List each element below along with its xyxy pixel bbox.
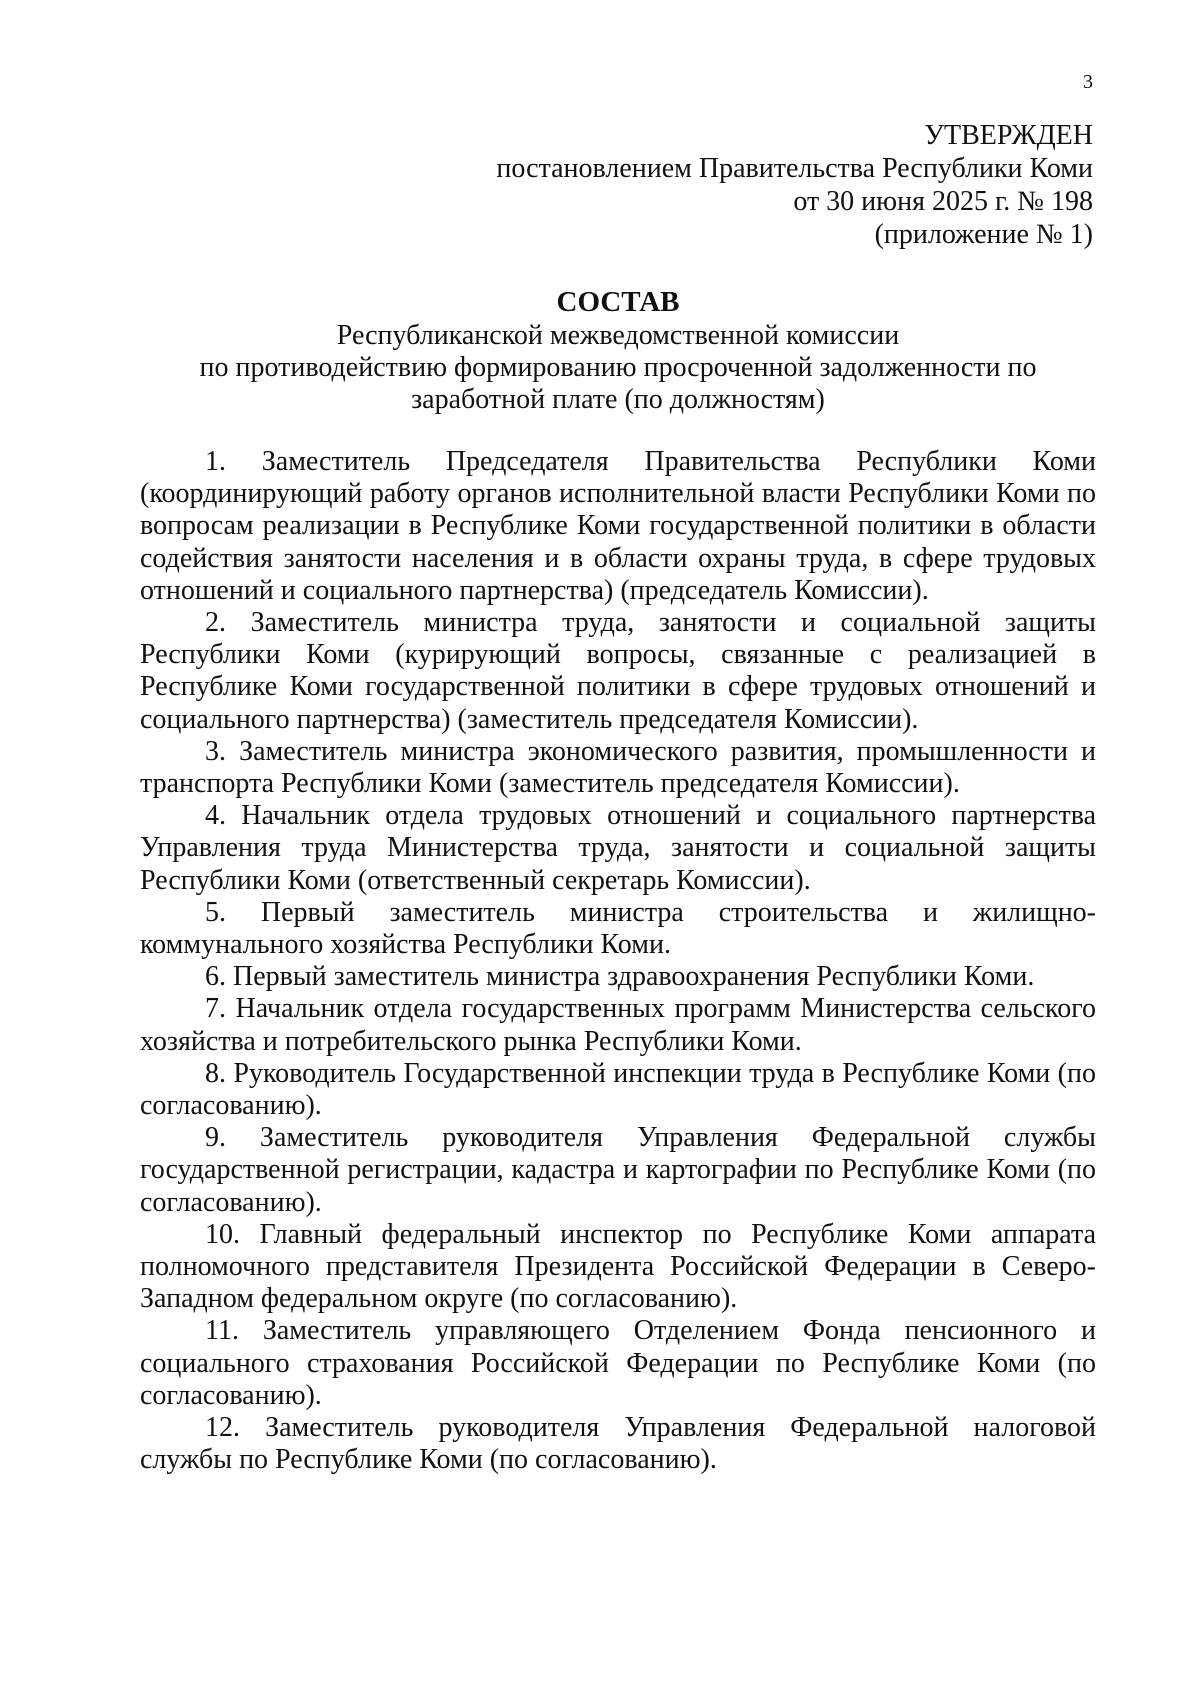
members-list	[140, 446, 1096, 1477]
member-item-5: 5. Первый заместитель министра строительства и жилищно-коммунального хозяйства Республики Коми.	[140, 896, 1096, 961]
approval-line-1: постановлением Правительства Республики Коми	[496, 153, 1093, 184]
member-item-7: 7. Начальник отдела государственных программ Министерства сельского хозяйства и потребительского рынка Республики Коми.	[140, 993, 1096, 1057]
approval-line-3: (приложение № 1)	[874, 219, 1093, 250]
document-header	[140, 284, 1096, 416]
member-item-12: 12. Заместитель руководителя Управления Федеральной налоговой службы по Республике Коми (по согласованию).	[140, 1412, 1096, 1476]
subtitle-line-1: Республиканской межведомственной комиссии	[336, 320, 900, 351]
member-item-2: 2. Заместитель министра труда, занятости и социальной защиты Республики Коми (курирующий вопросы, связанные с реализацией в Республике Коми государственной политики в сфере трудовых отношений и социального партнерства) (заместитель председателя Комиссии).	[140, 607, 1096, 735]
member-item-1: 1. Заместитель Председателя Правительства Республики Коми (координирующий работу органов исполнительной власти Республики Коми по вопросам реализации в Республике Коми государственной политики в области содействия занятости населения и в области охраны труда, в сфере трудовых отношений и социального партнерства) (председатель Комиссии).	[140, 446, 1096, 606]
member-item-6: 6. Первый заместитель министра здравоохранения Республики Коми.	[205, 961, 1035, 993]
member-item-4: 4. Начальник отдела трудовых отношений и социального партнерства Управления труда Министерства труда, занятости и социальной защиты Республики Коми (ответственный секретарь Комиссии).	[140, 800, 1096, 896]
member-item-3: 3. Заместитель министра экономического развития, промышленности и транспорта Республики Коми (заместитель председателя Комиссии).	[140, 735, 1096, 800]
member-item-10: 10. Главный федеральный инспектор по Республике Коми аппарата полномочного представителя Президента Российской Федерации в Северо-Западном федеральном округе (по согласованию).	[140, 1218, 1096, 1315]
subtitle-line-2: по противодействию формированию просроченной задолженности по	[199, 352, 1037, 383]
member-item-8: 8. Руководитель Государственной инспекции труда в Республике Коми (по согласованию).	[140, 1057, 1096, 1122]
approval-block	[393, 119, 1093, 251]
subtitle-line-3: заработной плате (по должностям)	[411, 384, 825, 415]
document-subtitle	[140, 320, 1096, 416]
member-item-11: 11. Заместитель управляющего Отделением Фонда пенсионного и социального страхования Российской Федерации по Республике Коми (по согласованию).	[140, 1315, 1096, 1411]
member-item-9: 9. Заместитель руководителя Управления Федеральной службы государственной регистрации, кадастра и картографии по Республике Коми (по согласованию).	[140, 1122, 1096, 1218]
approval-line-2: от 30 июня 2025 г. № 198	[793, 186, 1093, 217]
document-title: СОСТАВ	[556, 286, 680, 318]
approval-title: УТВЕРЖДЕН	[924, 120, 1093, 151]
page-number: 3	[1083, 71, 1093, 93]
